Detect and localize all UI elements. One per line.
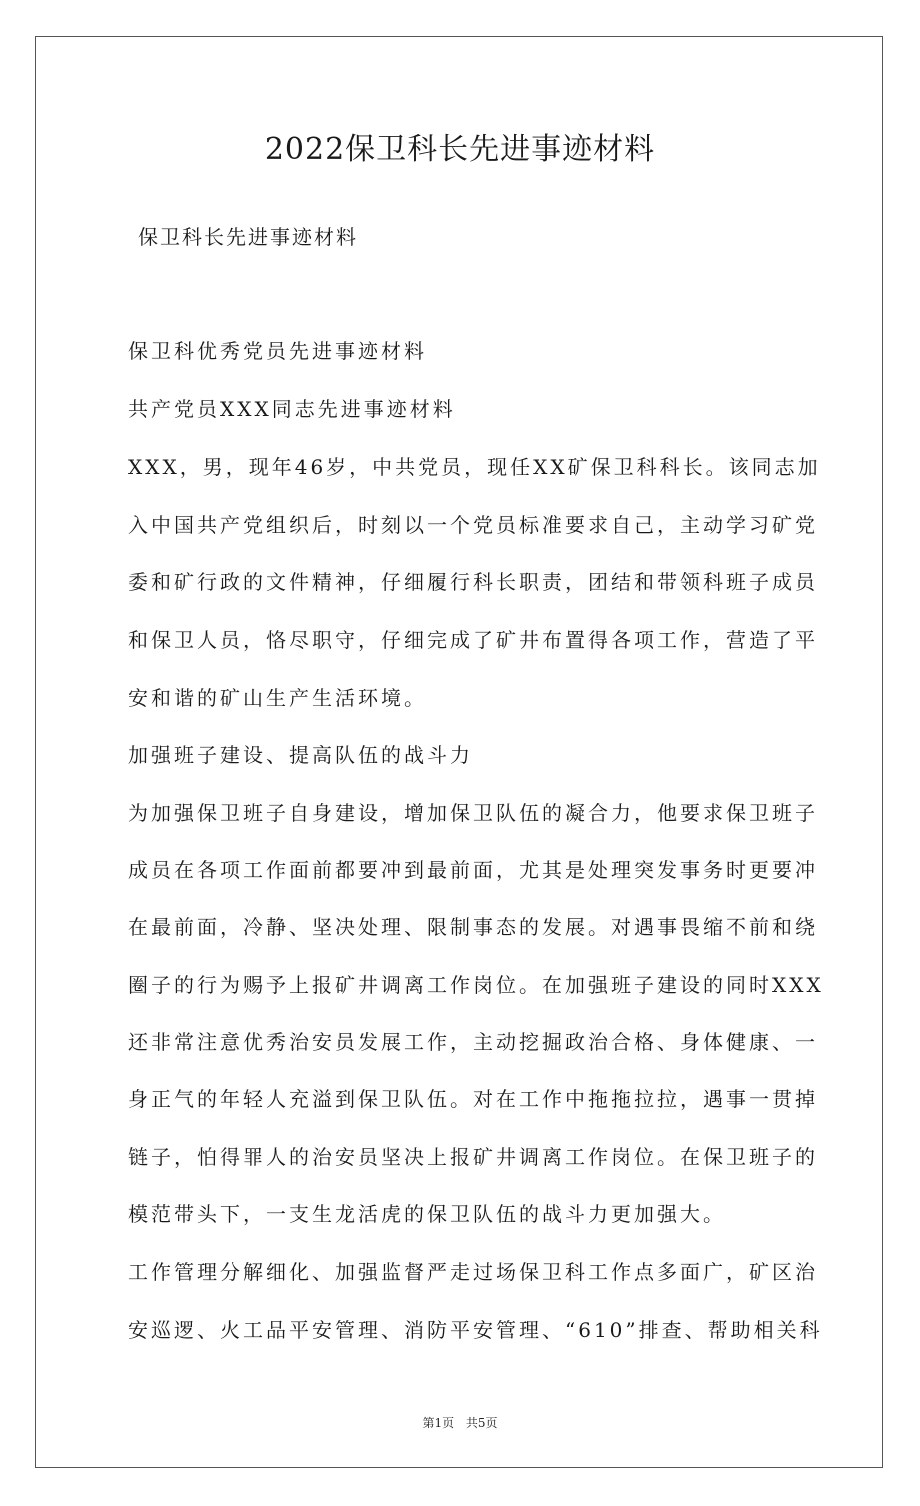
text-line: 链子，怕得罪人的治安员坚决上报矿井调离工作岗位。在保卫班子的 bbox=[128, 1145, 818, 1169]
page-footer bbox=[0, 1414, 920, 1432]
text-line: 工作管理分解细化、加强监督严走过场保卫科工作点多面广，矿区治 bbox=[128, 1260, 818, 1284]
page-number: 第1页 bbox=[422, 1416, 455, 1430]
text-line: 入中国共产党组织后，时刻以一个党员标准要求自己，主动学习矿党 bbox=[128, 513, 818, 537]
document-title: 2022保卫科长先进事迹材料 bbox=[264, 132, 656, 167]
text-line: 圈子的行为赐予上报矿井调离工作岗位。在加强班子建设的同时XXX bbox=[128, 973, 824, 997]
text-line: 安和谐的矿山生产生活环境。 bbox=[128, 686, 427, 710]
text-line: 保卫科优秀党员先进事迹材料 bbox=[128, 339, 427, 363]
page-total: 共5页 bbox=[465, 1416, 498, 1430]
text-line: 和保卫人员，恪尽职守，仔细完成了矿井布置得各项工作，营造了平 bbox=[128, 628, 818, 652]
text-line: XXX，男，现年46岁，中共党员，现任XX矿保卫科科长。该同志加 bbox=[128, 455, 821, 479]
text-line: 安巡逻、火工品平安管理、消防平安管理、“610”排查、帮助相关科 bbox=[128, 1318, 823, 1342]
text-line: 模范带头下，一支生龙活虎的保卫队伍的战斗力更加强大。 bbox=[128, 1202, 726, 1226]
text-line: 成员在各项工作面前都要冲到最前面，尤其是处理突发事务时更要冲 bbox=[128, 858, 818, 882]
document-subtitle: 保卫科长先进事迹材料 bbox=[138, 225, 358, 249]
text-line: 为加强保卫班子自身建设，增加保卫队伍的凝合力，他要求保卫班子 bbox=[128, 801, 818, 825]
text-line: 在最前面，冷静、坚决处理、限制事态的发展。对遇事畏缩不前和绕 bbox=[128, 915, 818, 939]
text-line: 共产党员XXX同志先进事迹材料 bbox=[128, 397, 456, 421]
text-line: 身正气的年轻人充溢到保卫队伍。对在工作中拖拖拉拉，遇事一贯掉 bbox=[128, 1087, 818, 1111]
text-line: 委和矿行政的文件精神，仔细履行科长职责，团结和带领科班子成员 bbox=[128, 570, 818, 594]
text-line: 还非常注意优秀治安员发展工作，主动挖掘政治合格、身体健康、一 bbox=[128, 1030, 818, 1054]
text-line: 加强班子建设、提高队伍的战斗力 bbox=[128, 743, 473, 767]
